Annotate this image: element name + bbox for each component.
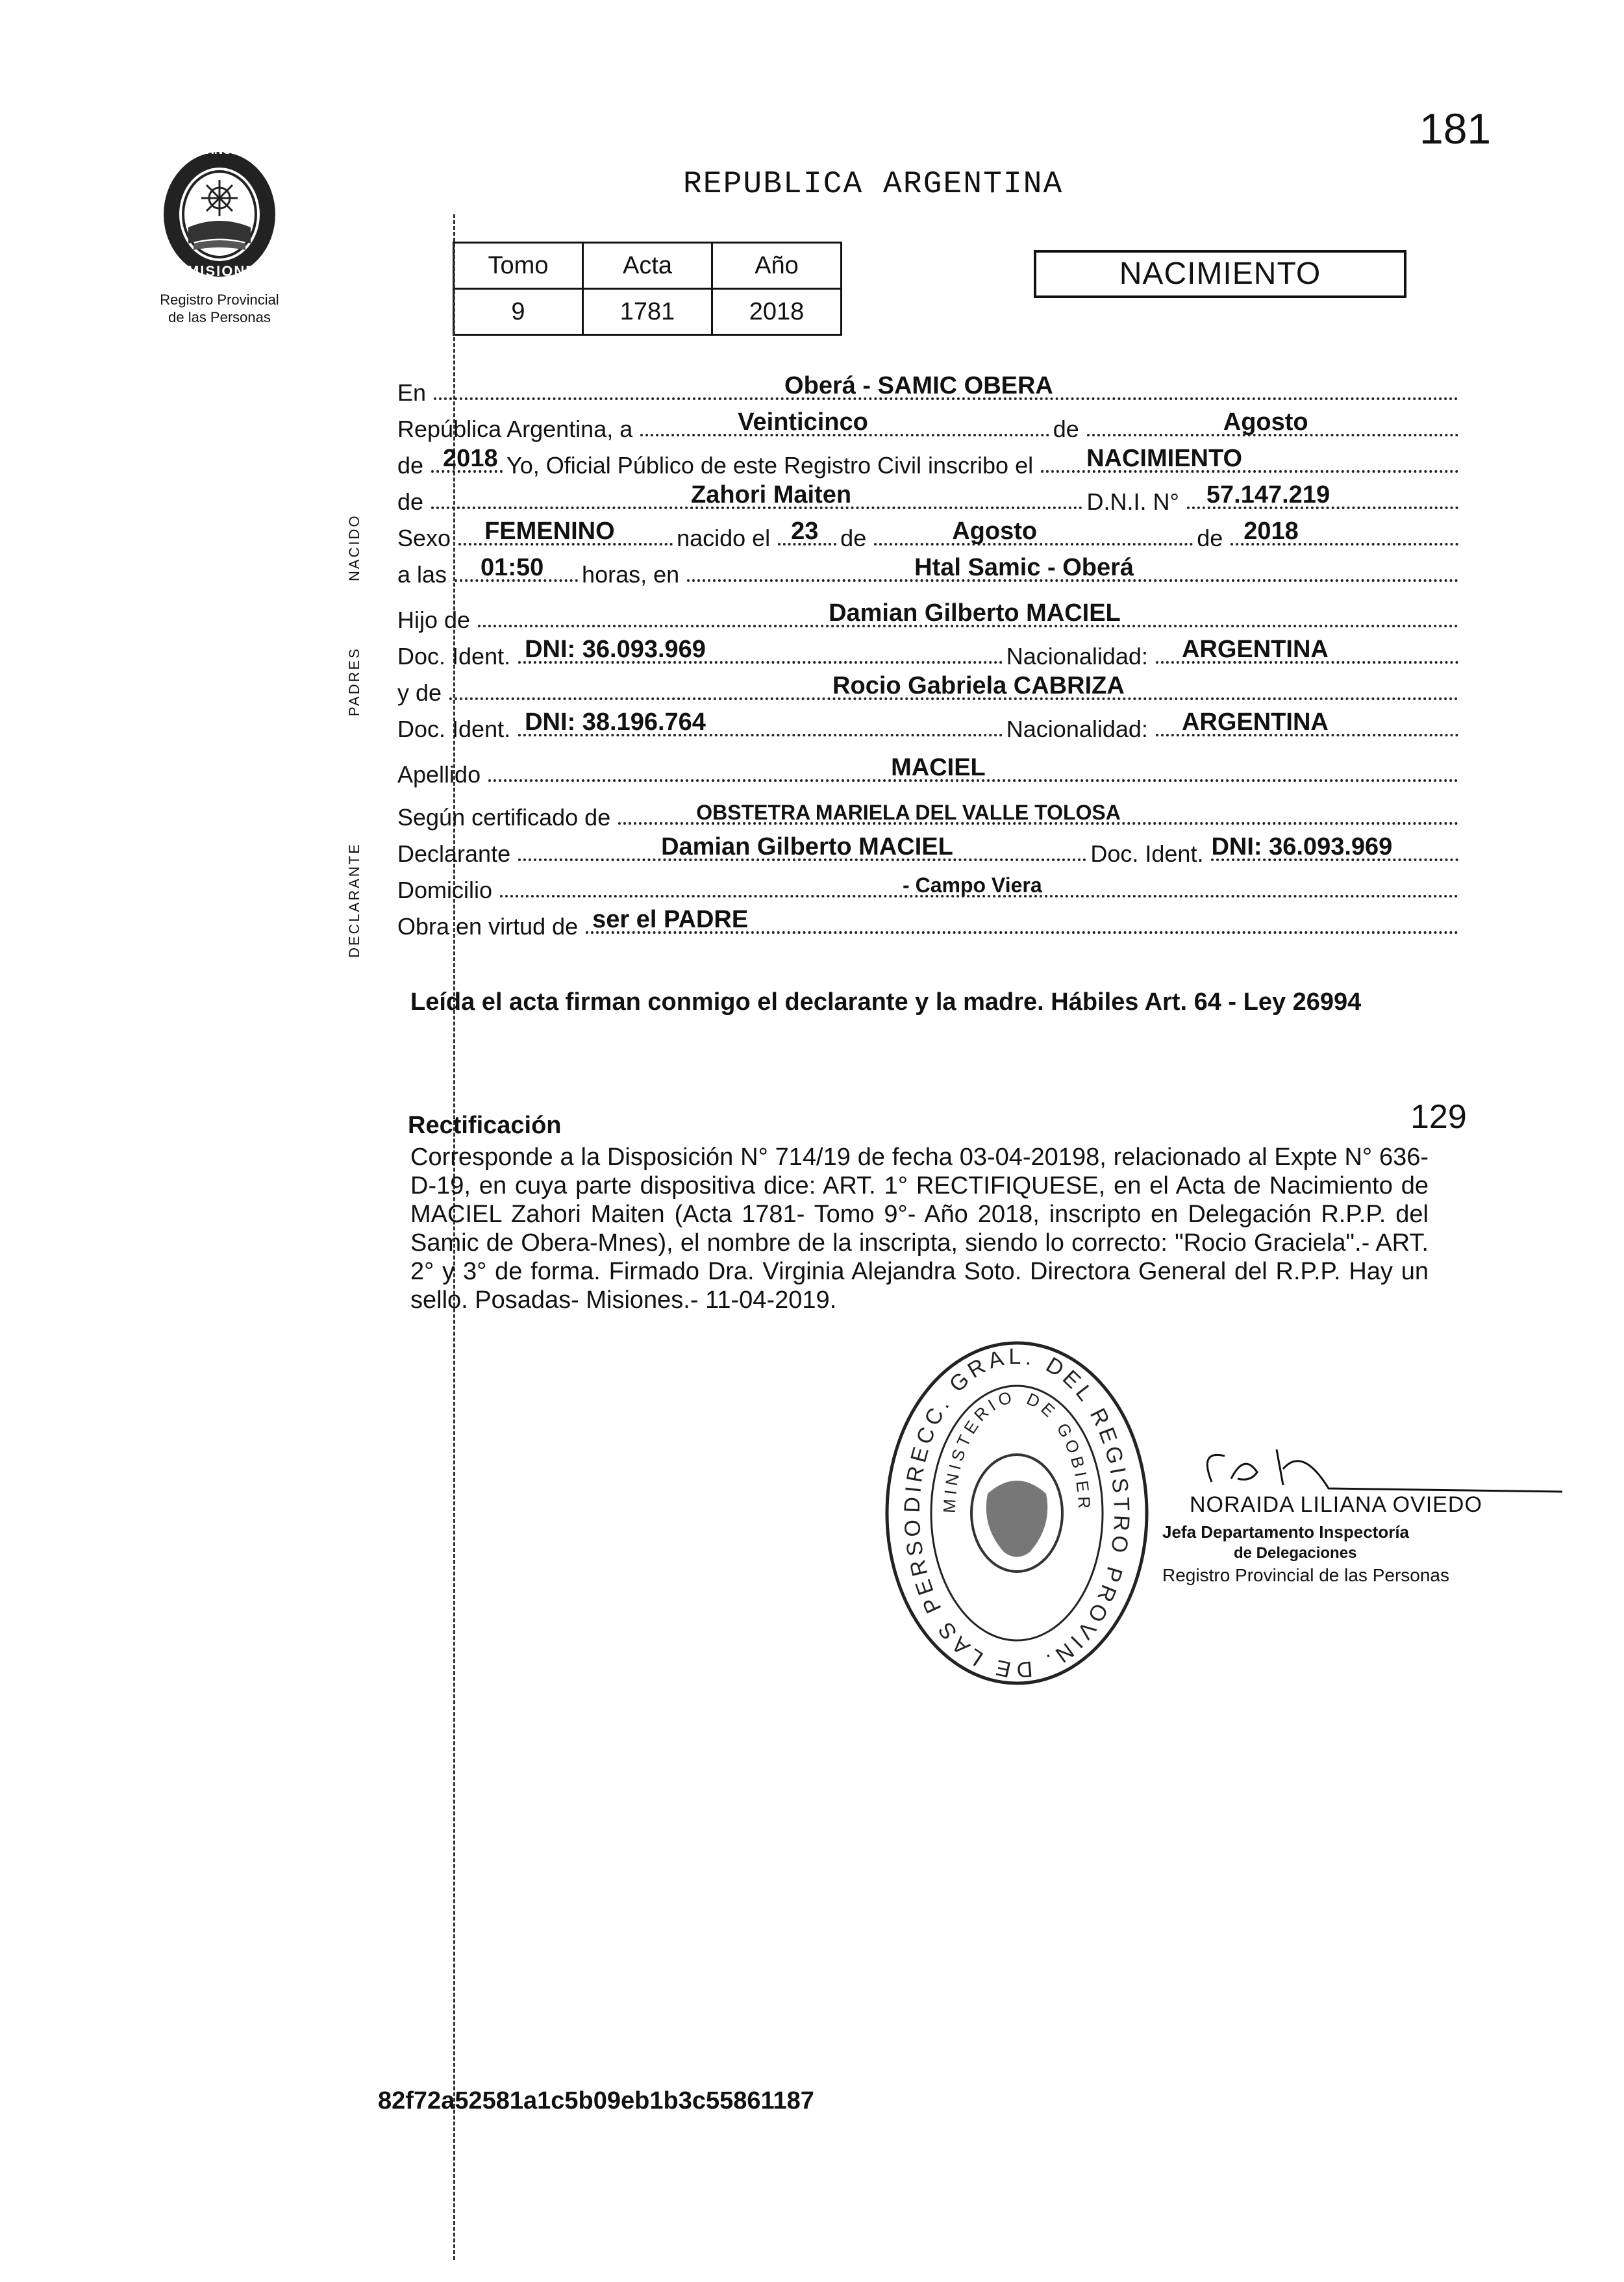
signature-title-3: Registro Provincial de las Personas [1162, 1565, 1449, 1585]
line-yde [397, 670, 1462, 707]
section-label-declarante: DECLARANTE [346, 842, 362, 958]
nac2-label: Nacionalidad: [1006, 716, 1148, 742]
en-value: Oberá - SAMIC OBERA [784, 372, 1053, 399]
hijo-label: Hijo de [397, 607, 471, 633]
place-value: Htal Samic - Oberá [914, 554, 1134, 581]
declarante-field [518, 834, 1086, 861]
birth-de2-label: de [1197, 525, 1223, 551]
line-apellido [397, 752, 1462, 788]
doc2-label: Doc. Ident. [397, 716, 511, 742]
sexo-value: FEMENINO [484, 518, 615, 545]
line-republica [397, 407, 1462, 443]
line-year [397, 443, 1462, 479]
line-doc1 [397, 634, 1462, 670]
document-hash: 82f72a52581a1c5b09eb1b3c55861187 [378, 2087, 814, 2114]
month-field [1087, 409, 1458, 436]
sexo-label: Sexo [397, 525, 451, 551]
hora-value: 01:50 [481, 554, 544, 581]
domicilio-field [500, 870, 1458, 897]
sexo-field [458, 518, 673, 545]
rectificacion-number: 129 [1410, 1098, 1467, 1136]
tomo-header: Tomo [454, 243, 583, 289]
signature-title-1: Jefa Departamento Inspectoría [1162, 1522, 1410, 1542]
registry-header-row [454, 243, 842, 289]
obra-value: ser el PADRE [592, 906, 749, 933]
acta-value: 1781 [583, 289, 712, 335]
declarante-doc-value: DNI: 36.093.969 [1211, 833, 1393, 860]
inscribe-value: NACIMIENTO [1086, 445, 1243, 472]
line-hijo [397, 597, 1462, 634]
ano-value: 2018 [712, 289, 842, 335]
obra-field [586, 907, 1458, 934]
birth-day-field [778, 518, 836, 545]
republica-label: República Argentina, a [397, 416, 633, 442]
hora-en-label: horas, en [582, 561, 680, 588]
stamp-outer-text: DIRECC. GRAL. DEL REGISTRO PROVIN. DE LAS PERSO [899, 1344, 1134, 1683]
obra-label: Obra en virtud de [397, 913, 579, 940]
declarante-doc-label: Doc. Ident. [1090, 840, 1204, 867]
dni-label: D.N.I. N° [1086, 488, 1179, 515]
month-value: Agosto [1223, 408, 1308, 436]
birth-month-field [874, 518, 1193, 545]
signature-name: NORAIDA LILIANA OVIEDO [1190, 1492, 1482, 1517]
line-domicilio [397, 868, 1462, 904]
segun-label: Según certificado de [397, 804, 611, 831]
act-type-box: NACIMIENTO [1034, 250, 1406, 298]
doc1-field [518, 636, 1003, 664]
father-nationality-value: ARGENTINA [1181, 636, 1329, 663]
section-label-nacido: NACIDO [346, 514, 362, 581]
acta-header: Acta [583, 243, 712, 289]
mother-dni-value: DNI: 38.196.764 [525, 708, 706, 736]
year-field [431, 445, 503, 473]
rectificacion-heading: Rectificación [408, 1112, 562, 1139]
birth-year-field [1230, 518, 1458, 545]
day-value: Veinticinco [738, 408, 868, 436]
apellido-label: Apellido [397, 761, 481, 788]
father-dni-value: DNI: 36.093.969 [525, 636, 706, 663]
stamp-inner-text: MINISTERIO DE GOBIER [939, 1386, 1095, 1514]
line-declarante [397, 831, 1462, 868]
emblem-bottom-text: MISIONES [187, 263, 268, 279]
nacido-label: nacido el [677, 525, 771, 551]
dni-value: 57.147.219 [1206, 481, 1330, 508]
emblem-caption [135, 291, 304, 326]
line-en [397, 370, 1462, 407]
declarante-label: Declarante [397, 840, 511, 867]
yde-label: y de [397, 679, 442, 706]
hora-label: a las [397, 561, 447, 588]
line-hora [397, 552, 1462, 588]
declarante-value: Damian Gilberto MACIEL [661, 833, 953, 860]
nombre-field [431, 482, 1082, 509]
doc2-field [518, 709, 1003, 736]
signature-title-2: de Delegaciones [1234, 1544, 1357, 1562]
nac1-field [1156, 636, 1458, 664]
domicilio-label: Domicilio [397, 877, 493, 903]
birth-month-value: Agosto [952, 518, 1038, 545]
hora-field [455, 555, 578, 582]
mother-nationality-value: ARGENTINA [1181, 708, 1329, 736]
line-nombre [397, 479, 1462, 516]
rectificacion-text: Corresponde a la Disposición N° 714/19 de fecha 03-04-20198, relacionado al Expte N° 636-D-19, en cuya parte dispositiva dice: ART. 1° RECTIFIQUESE, en el Acta de Nacimiento de MACIEL Zahori Maiten (Acta 1781- Tomo 9°- Año 2018, inscripto en Delegación R.P.P. del Samic de Obera-Mnes), el nombre de la inscripta, siendo lo correcto: "Rocio Graciela".- ART. 2° y 3° de forma. Firmado Dra. Virginia Alejandra Soto. Directora General del R.P.P. Hay un sello. Posadas- Misiones.- 11-04-2019. [410, 1144, 1429, 1314]
yde-field [449, 673, 1458, 700]
de-label: de [1053, 416, 1079, 442]
line-obra [397, 904, 1462, 940]
emblem-top-text: PROVINCIA DE [178, 144, 262, 157]
segun-field [618, 797, 1458, 825]
segun-value: OBSTETRA MARIELA DEL VALLE TOLOSA [696, 801, 1121, 824]
domicilio-value: - Campo Viera [903, 873, 1042, 897]
registry-value-row [454, 289, 842, 335]
father-name-value: Damian Gilberto MACIEL [829, 599, 1121, 627]
ano-header: Año [712, 243, 842, 289]
province-emblem [155, 146, 284, 286]
caption-line-1: Registro Provincial [160, 292, 279, 308]
registry-table [453, 242, 842, 336]
nac2-field [1156, 709, 1458, 736]
en-field [434, 373, 1458, 400]
en-label: En [397, 379, 427, 406]
doc1-label: Doc. Ident. [397, 643, 511, 670]
official-stamp [881, 1338, 1153, 1692]
birth-de1-label: de [840, 525, 867, 551]
place-field [687, 555, 1458, 582]
caption-line-2: de las Personas [168, 309, 271, 325]
mother-name-value: Rocio Gabriela CABRIZA [832, 672, 1125, 699]
birth-year-value: 2018 [1243, 518, 1299, 545]
line-doc2 [397, 707, 1462, 743]
declarante-doc-field [1211, 834, 1458, 861]
inscribe-field [1041, 445, 1458, 473]
day-field [640, 409, 1049, 436]
year-value: 2018 [443, 445, 498, 472]
apellido-value: MACIEL [891, 754, 986, 781]
leida-statement: Leída el acta firman conmigo el declarante y la madre. Hábiles Art. 64 - Ley 26994 [410, 988, 1362, 1016]
form-body [397, 370, 1462, 940]
document-title: REPUBLICA ARGENTINA [683, 167, 1064, 202]
hijo-field [478, 600, 1458, 627]
year-de-label: de [397, 452, 424, 479]
year-mid-text: Yo, Oficial Público de este Registro Civil inscribo el [506, 452, 1034, 479]
page-number: 181 [1419, 105, 1492, 153]
nombre-label: de [397, 488, 424, 515]
tomo-value: 9 [454, 289, 583, 335]
nombre-value: Zahori Maiten [691, 481, 852, 508]
line-segun [397, 795, 1462, 831]
dni-field [1187, 482, 1458, 509]
section-label-padres: PADRES [346, 647, 362, 716]
apellido-field [488, 755, 1458, 782]
line-sexo [397, 516, 1462, 552]
birth-day-value: 23 [791, 518, 819, 545]
nac1-label: Nacionalidad: [1006, 643, 1148, 670]
